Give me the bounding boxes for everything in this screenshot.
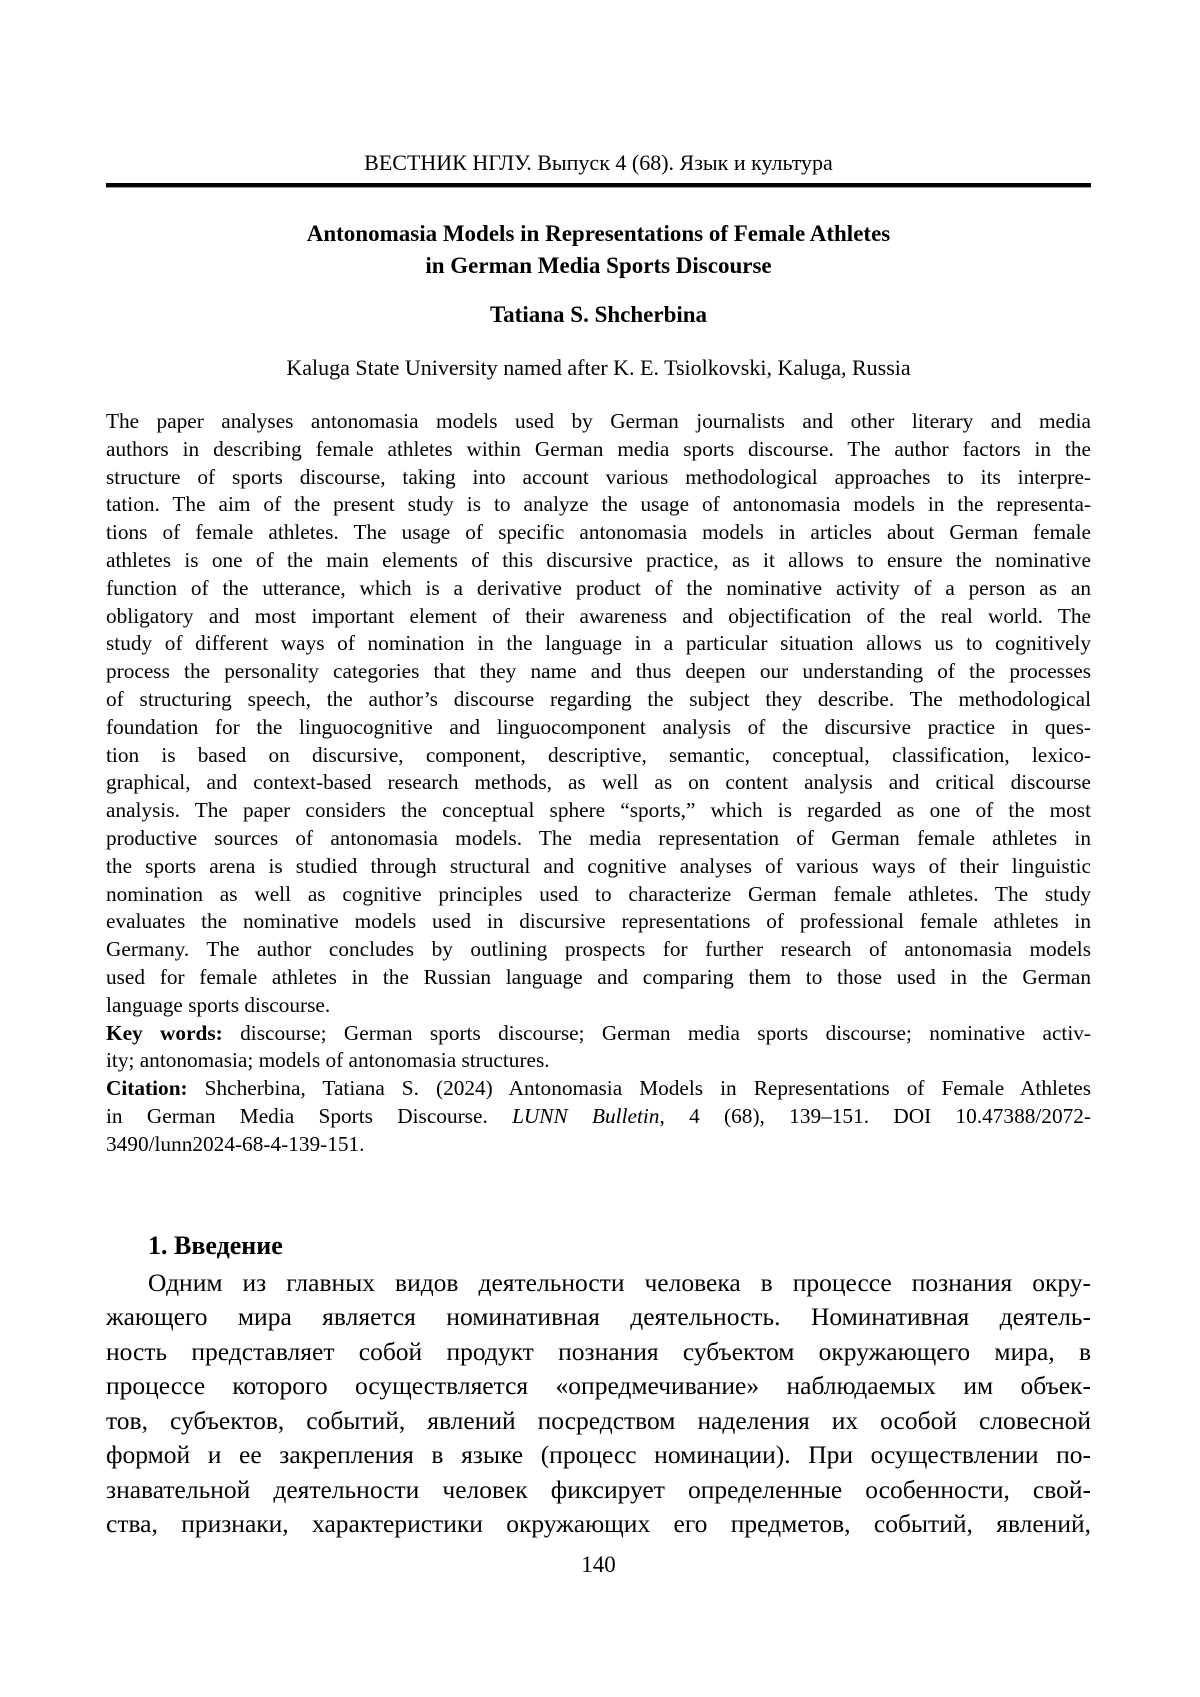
text-segment: of structuring speech, the author’s discourse regarding the subject they describe. The methodological: [106, 686, 1091, 711]
article-title-line2: in German Media Sports Discourse: [425, 253, 772, 278]
text-segment: foundation for the linguocognitive and linguocomponent analysis of the discursive practice in ques-: [106, 714, 1091, 739]
text-segment: authors in describing female athletes within German media sports discourse. The author factors in the: [106, 436, 1091, 461]
abstract-text: [106, 408, 1091, 1020]
text-line: [106, 881, 1091, 909]
section-heading-introduction: 1. Введение: [148, 1230, 283, 1260]
text-line: [106, 547, 1091, 575]
text-segment: тов, субъектов, событий, явлений посредством наделения их особой словесной: [106, 1405, 1091, 1435]
text-segment: The paper analyses antonomasia models used by German journalists and other literary and media: [106, 409, 1091, 433]
text-line: [106, 603, 1091, 631]
text-line: [106, 992, 1091, 1020]
text-segment: ность представляет собой продукт познания субъектом окружающего мира, в: [106, 1336, 1091, 1366]
text-segment: жающего мира является номинативная деятельность. Номинативная деятель-: [106, 1302, 1091, 1332]
journal-header: ВЕСТНИК НГЛУ. Выпуск 4 (68). Язык и культура: [364, 150, 833, 175]
text-segment: процессе которого осуществляется «опредмечивание» наблюдаемых им объек-: [106, 1371, 1091, 1401]
text-segment: structure of sports discourse, taking into account various methodological approaches to its interpre-: [106, 464, 1091, 489]
page-number: 140: [581, 1552, 616, 1577]
affiliation: Kaluga State University named after K. E. Tsiolkovski, Kaluga, Russia: [286, 355, 911, 380]
text-line: [106, 1438, 1091, 1473]
text-line: [106, 964, 1091, 992]
text-line: [106, 408, 1091, 436]
text-segment: in German Media Sports Discourse.: [106, 1103, 513, 1128]
text-segment: знавательной деятельности человек фиксирует определенные особенности, свой-: [106, 1474, 1091, 1504]
text-line: [106, 742, 1091, 770]
text-segment: nomination as well as cognitive principles used to characterize German female athletes. The study: [106, 881, 1091, 906]
text-segment: analysis. The paper considers the conceptual sphere “sports,” which is regarded as one of the most: [106, 798, 1091, 823]
author-name: Tatiana S. Shcherbina: [489, 302, 708, 327]
text-line: [106, 575, 1091, 603]
text-segment: ства, признаки, характеристики окружающих его предметов, событий, явлений,: [106, 1509, 1091, 1539]
text-line: [106, 1075, 1091, 1103]
citation-text: [106, 1075, 1091, 1158]
text-line: [106, 1335, 1091, 1370]
text-line: [106, 1020, 1091, 1048]
abstract-block: [106, 408, 1091, 1159]
keywords-text: [106, 1020, 1091, 1076]
text-segment: ity; antonomasia; models of antonomasia structures.: [106, 1048, 550, 1073]
text-segment: graphical, and context-based research methods, as well as on content analysis and critical discourse: [106, 770, 1091, 795]
text-segment: формой и ее закрепления в языке (процесс номинации). При осуществлении по-: [106, 1440, 1091, 1470]
text-line: [106, 1473, 1091, 1508]
text-line: [106, 714, 1091, 742]
text-line: [106, 519, 1091, 547]
text-segment: function of the utterance, which is a derivative product of the nominative activity of a person as an: [106, 575, 1091, 600]
text-line: [106, 936, 1091, 964]
text-segment: productive sources of antonomasia models. The media representation of German female athletes in: [106, 825, 1091, 850]
text-line: [106, 1131, 1091, 1159]
text-segment: athletes is one of the main elements of this discursive practice, as it allows to ensure the nominative: [106, 547, 1091, 572]
text-segment: language sports discourse.: [106, 992, 331, 1017]
text-segment: Germany. The author concludes by outlining prospects for further research of antonomasia models: [106, 937, 1091, 962]
text-segment: 3490/lunn2024-68-4-139-151.: [106, 1131, 365, 1156]
text-line: [106, 853, 1091, 881]
bold-text: Key words:: [106, 1020, 223, 1045]
text-segment: process the personality categories that they name and thus deepen our understanding of the processes: [106, 659, 1091, 684]
text-segment: used for female athletes in the Russian language and comparing them to those used in the German: [106, 964, 1091, 989]
text-line: [106, 658, 1091, 686]
text-line: [106, 1300, 1091, 1335]
text-line: [106, 825, 1091, 853]
text-segment: tion is based on discursive, component, descriptive, semantic, conceptual, classification, lexico-: [106, 742, 1091, 767]
text-segment: , 4 (68), 139–151. DOI 10.47388/2072-: [659, 1103, 1091, 1128]
text-segment: the sports arena is studied through structural and cognitive analyses of various ways of their linguistic: [106, 853, 1091, 878]
bold-text: Citation:: [106, 1076, 188, 1101]
text-segment: discourse; German sports discourse; German media sports discourse; nominative activ-: [222, 1020, 1091, 1045]
text-segment: study of different ways of nomination in the language in a particular situation allows us to cognitively: [106, 631, 1091, 656]
italic-text: LUNN Bulletin: [512, 1103, 660, 1128]
text-line: [106, 769, 1091, 797]
text-line: [106, 908, 1091, 936]
text-segment: Shcherbina, Tatiana S. (2024) Antonomasia Models in Representations of Female Athletes: [187, 1076, 1091, 1101]
text-segment: tions of female athletes. The usage of specific antonomasia models in articles about German female: [106, 520, 1091, 545]
text-line: [106, 491, 1091, 519]
text-segment: tation. The aim of the present study is to analyze the usage of antonomasia models in the representa-: [106, 492, 1091, 517]
text-segment: Одним из главных видов деятельности человека в процессе познания окру-: [148, 1267, 1091, 1297]
page-content: [106, 0, 1091, 1542]
text-line: [106, 1103, 1091, 1131]
text-line: [106, 436, 1091, 464]
text-line: [106, 1404, 1091, 1439]
header-rule: [106, 183, 1091, 188]
text-line: [106, 630, 1091, 658]
text-line: [106, 464, 1091, 492]
text-segment: obligatory and most important element of their awareness and objectification of the real world. The: [106, 603, 1091, 628]
text-line: [106, 1369, 1091, 1404]
introduction-paragraph: [106, 1266, 1091, 1542]
text-line: [106, 1266, 1091, 1301]
text-line: [106, 1507, 1091, 1542]
text-line: [106, 797, 1091, 825]
text-line: [106, 686, 1091, 714]
text-line: [106, 1047, 1091, 1075]
article-title-line1: Antonomasia Models in Representations of Female Athletes: [306, 221, 891, 246]
article-title: [106, 218, 1091, 282]
text-segment: evaluates the nominative models used in discursive representations of professional female athletes in: [106, 909, 1091, 934]
